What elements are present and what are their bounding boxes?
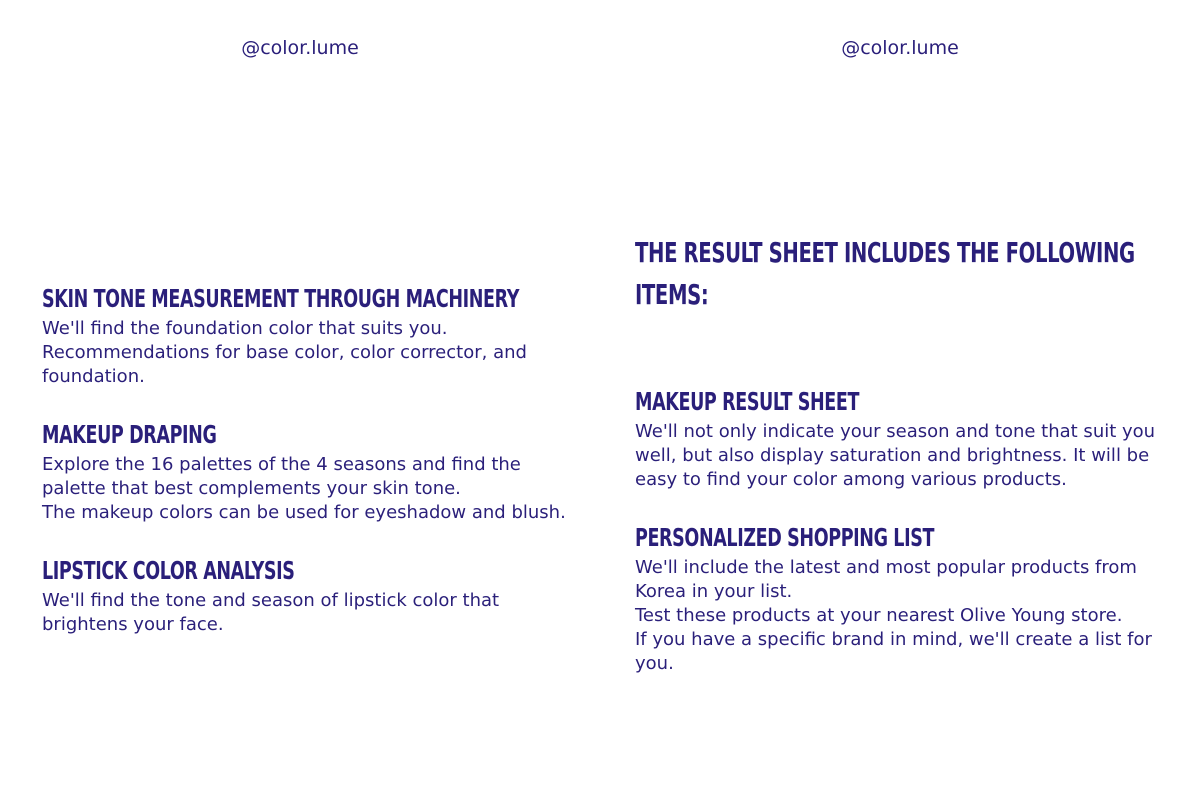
intro-heading: THE RESULT SHEET INCLUDES THE FOLLOWING ITEMS: xyxy=(635,236,1135,311)
section-text: foundation. xyxy=(42,366,145,387)
section-makeup-draping xyxy=(42,421,566,525)
section-text: We'll include the latest and most popular products from xyxy=(635,557,1137,578)
section-text: If you have a specific brand in mind, we'll create a list for xyxy=(635,629,1152,650)
section-text: palette that best complements your skin tone. xyxy=(42,478,461,499)
page-handle: @color.lume xyxy=(241,37,359,59)
section-text: We'll find the tone and season of lipstick color that xyxy=(42,590,500,611)
section-text: We'll not only indicate your season and tone that suit you xyxy=(635,421,1156,442)
section-heading: MAKEUP DRAPING xyxy=(42,420,217,449)
section-heading: SKIN TONE MEASUREMENT THROUGH MACHINERY xyxy=(42,284,520,313)
result-sheet-intro xyxy=(635,232,1200,316)
right-page xyxy=(600,0,1200,800)
section-text: brightens your face. xyxy=(42,614,224,635)
section-shopping-list xyxy=(635,524,1152,676)
section-heading: PERSONALIZED SHOPPING LIST xyxy=(635,523,935,552)
section-text: easy to find your color among various products. xyxy=(635,469,1067,490)
page-handle: @color.lume xyxy=(841,37,959,59)
section-lipstick-analysis xyxy=(42,557,499,637)
section-text: Test these products at your nearest Olive Young store. xyxy=(635,605,1123,626)
section-heading: MAKEUP RESULT SHEET xyxy=(635,387,860,416)
section-makeup-result-sheet xyxy=(635,388,1155,492)
section-text: Explore the 16 palettes of the 4 seasons and find the xyxy=(42,454,521,475)
section-text: well, but also display saturation and brightness. It will be xyxy=(635,445,1150,466)
section-text: Korea in your list. xyxy=(635,581,793,602)
section-heading: LIPSTICK COLOR ANALYSIS xyxy=(42,556,295,585)
section-text: The makeup colors can be used for eyeshadow and blush. xyxy=(42,502,566,523)
section-text: you. xyxy=(635,653,674,674)
section-text: We'll find the foundation color that suits you. xyxy=(42,318,448,339)
section-text: Recommendations for base color, color corrector, and xyxy=(42,342,527,363)
